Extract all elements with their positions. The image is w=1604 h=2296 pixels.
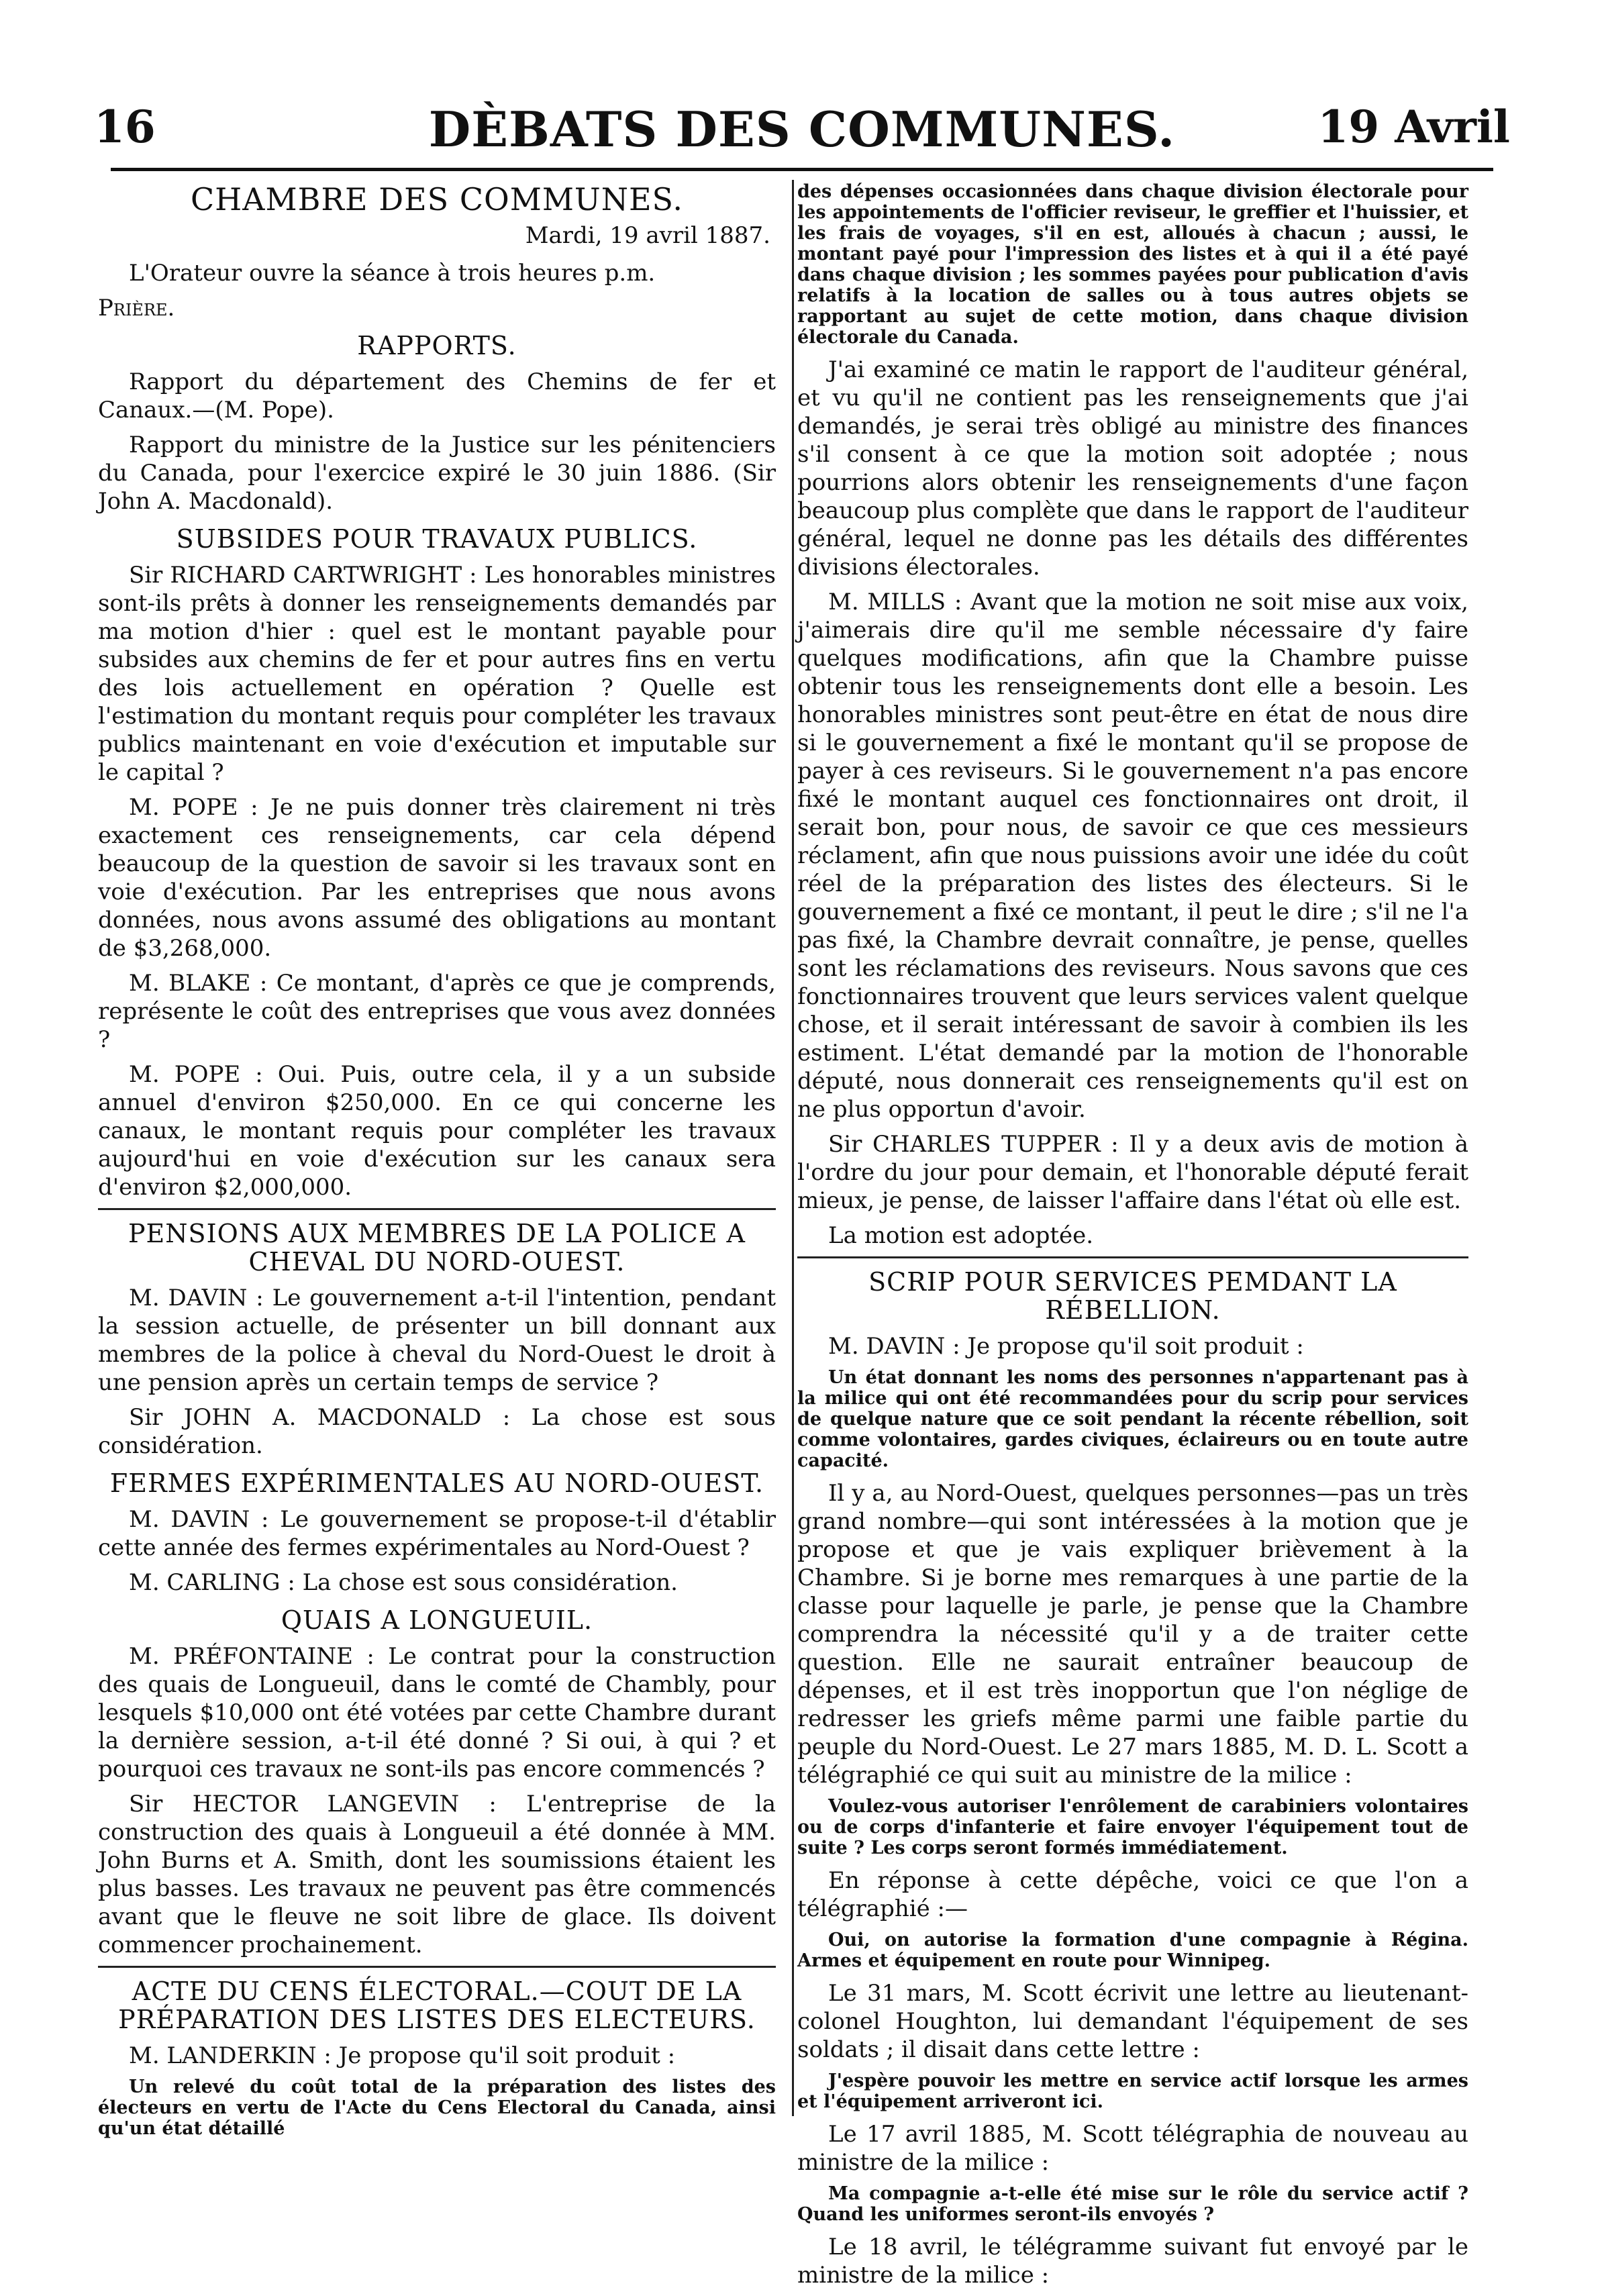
paragraph-cartwright: Sir RICHARD CARTWRIGHT : Les honorables ministres sont-ils prêts à donner les renseignements demandés par ma motion d'hier : quel est le montant payable pour subsides aux chemins de fer et pour autres fins en vertu des lois actuellement en opération ? Quelle est l'estimation du montant requis pour compléter les travaux publics maintenant en voie d'exécution et imputable sur le capital ? — [98, 562, 776, 786]
paragraph-langevin: Sir HECTOR LANGEVIN : L'entreprise de la construction des quais à Longueuil a été donnée à MM. John Burns et A. Smith, dont les soumissions étaient les plus basses. Les travaux ne peuvent pas être commencés avant que le fleuve ne soit libre de glace. Ils doivent commencer prochainement. — [98, 1791, 776, 1958]
paragraph-examine: J'ai examiné ce matin le rapport de l'auditeur général, et vu qu'il ne contient pas les renseignements que j'ai demandés, je serai très obligé au ministre des finances s'il consent à ce que la motion soit adoptée ; nous pourrions alors obtenir les renseignements d'une façon beaucoup plus complète que dans le rapport de l'auditeur général, lequel ne donne pas les détails des différentes divisions électorales. — [797, 356, 1468, 581]
motion-text-etat: Un état donnant les noms des personnes n'appartenant pas à la milice qui ont été recommandées pour du scrip pour services de quelque nature que ce soit pendant la récente rébellion, soit comme volontaires, gardes civiques, éclaireurs ou en toute autre capacité. — [797, 1367, 1468, 1471]
paragraph-reponse: En réponse à cette dépêche, voici ce que l'on a télégraphié :— — [797, 1867, 1468, 1922]
paragraph-davin-1: M. DAVIN : Le gouvernement a-t-il l'intention, pendant la session actuelle, de présenter un bill donnant aux membres de la police à cheval du Nord-Ouest le droit à une pension après un certain temps de service ? — [98, 1285, 776, 1396]
page-header — [94, 81, 1510, 174]
paragraph-blake: M. BLAKE : Ce montant, d'après ce que je comprends, représente le coût des entreprises que vous avez données ? — [98, 970, 776, 1053]
heading-scrip: SCRIP POUR SERVICES PEMDANT LA RÉBELLION. — [868, 1267, 1397, 1325]
heading-pensions: PENSIONS AUX MEMBRES DE LA POLICE A CHEVAL DU NORD-OUEST. — [128, 1219, 746, 1277]
telegram-voulez: Voulez-vous autoriser l'enrôlement de carabiniers volontaires ou de corps d'infanterie et faire envoyer l'équipement tout de suite ? Les corps seront formés immédiatement. — [797, 1796, 1468, 1858]
telegram-compagnie: Ma compagnie a-t-elle été mise sur le rôle du service actif ? Quand les uniformes seront-ils envoyés ? — [797, 2183, 1468, 2225]
motion-text-continued: des dépenses occasionnées dans chaque division électorale pour les appointements de l'officier reviseur, le greffier et l'huissier, et les frais de voyages, s'il en est, alloués à chacun ; aussi, le montant payé pour l'impression des listes et à qui il a été payé dans chaque division ; les sommes payées pour publication d'avis relatifs à la location de salles ou à tous autres objets se rapportant au sujet de cette motion, dans chaque division électorale du Canada. — [797, 181, 1468, 348]
section-rule — [98, 1966, 776, 1968]
heading-subsides: SUBSIDES POUR TRAVAUX PUBLICS. — [176, 524, 698, 554]
paragraph-davin-3: M. DAVIN : Je propose qu'il soit produit : — [828, 1333, 1304, 1360]
paragraph-priere: Prière. — [98, 295, 175, 321]
header-date: 19 Avril — [1317, 101, 1510, 153]
paragraph-tupper: Sir CHARLES TUPPER : Il y a deux avis de motion à l'ordre du jour pour demain, et l'honorable député ferait mieux, je pense, de laisser l'affaire dans l'état où elle est. — [797, 1131, 1468, 1214]
page-number: 16 — [94, 101, 156, 153]
paragraph-rapport-2: Rapport du ministre de la Justice sur les pénitenciers du Canada, pour l'exercice expiré le 30 juin 1886. (Sir John A. Macdonald). — [98, 432, 776, 515]
letter-espere: J'espère pouvoir les mettre en service actif lorsque les armes et l'équipement arriveront ici. — [797, 2070, 1468, 2112]
paragraph-17-avril: Le 17 avril 1885, M. Scott télégraphia de nouveau au ministre de la milice : — [797, 2121, 1468, 2176]
section-rule — [797, 1256, 1468, 1258]
heading-fermes: FERMES EXPÉRIMENTALES AU NORD-OUEST. — [109, 1468, 764, 1498]
left-column — [98, 181, 776, 2147]
paragraph-nord-ouest: Il y a, au Nord-Ouest, quelques personnes—pas un très grand nombre—qui sont intéressées à la motion que je propose et que je vais expliquer brièvement à la Chambre. Si je borne mes remarques à une partie de la classe pour laquelle je parle, je pense que la Chambre comprendra la nécessité qu'il y a de traiter cette question. Elle ne saurait entraîner beaucoup de dépenses, et il est très inopportun que l'on néglige de redresser les griefs même parmi une faible partie du peuple du Nord-Ouest. Le 27 mars 1885, M. D. L. Scott a télégraphié ce qui suit au ministre de la milice : — [797, 1480, 1468, 1789]
heading-acte-cens: ACTE DU CENS ÉLECTORAL.—COUT DE LA PRÉPARATION DES LISTES DES ELECTEURS. — [118, 1977, 756, 2034]
paragraph-prefontaine: M. PRÉFONTAINE : Le contrat pour la construction des quais de Longueuil, dans le comté de Chambly, pour lesquels $10,000 ont été votées par cette Chambre durant la dernière session, a-t-il été donné ? Si oui, à qui ? et pourquoi ces travaux ne sont-ils pas encore commencés ? — [98, 1643, 776, 1783]
motion-text-releve: Un relevé du coût total de la préparation des listes des électeurs en vertu de l'Acte du Cens Electoral du Canada, ainsi qu'un état détaillé — [98, 2077, 776, 2139]
paragraph-pope-1: M. POPE : Je ne puis donner très clairement ni très exactement ces renseignements, car cela dépend beaucoup de la question de savoir si les travaux sont en voie d'exécution. Par les entreprises que nous avons données, nous avons assumé des obligations au montant de $3,268,000. — [98, 794, 776, 962]
section-rule — [98, 1208, 776, 1210]
heading-rapports: RAPPORTS. — [357, 331, 517, 360]
paragraph-pope-2: M. POPE : Oui. Puis, outre cela, il y a un subside annuel d'environ $250,000. En ce qui concerne les canaux, le montant requis pour compléter les travaux aujourd'hui en voie d'exécution sur les canaux sera d'environ $2,000,000. — [98, 1061, 776, 1201]
session-date: Mardi, 19 avril 1887. — [525, 222, 770, 249]
paragraph-rapport-1: Rapport du département des Chemins de fer et Canaux.—(M. Pope). — [98, 368, 776, 423]
paragraph-macdonald: Sir JOHN A. MACDONALD : La chose est sous considération. — [98, 1404, 776, 1459]
paragraph-mills: M. MILLS : Avant que la motion ne soit mise aux voix, j'aimerais dire qu'il me semble nécessaire d'y faire quelques modifications, afin que la Chambre puisse obtenir tous les renseignements dont elle a besoin. Les honorables ministres sont peut-être en état de nous dire si le gouvernement a fixé le montant qu'il se propose de payer à ces reviseurs. Si le gouvernement n'a pas encore fixé le montant auquel ces fonctionnaires ont droit, il serait bon, pour nous, de savoir ce que ces messieurs réclament, afin que nous puissions avoir une idée du coût réel de la préparation des listes des électeurs. Si le gouvernement a fixé ce montant, il peut le dire ; s'il ne l'a pas fixé, la Chambre devrait connaître, je pense, quelles sont les réclamations des reviseurs. Nous savons que ces fonctionnaires trouvent que leurs services valent quelque chose, et il serait intéressant de savoir à combien ils les estiment. L'état demandé par la motion de l'honorable député, nous donnerait ces renseignements qu'il est on ne plus opportun d'avoir. — [797, 589, 1468, 1123]
telegram-oui: Oui, on autorise la formation d'une compagnie à Régina. Armes et équipement en route pour Winnipeg. — [797, 1930, 1468, 1971]
heading-chambre: CHAMBRE DES COMMUNES. — [190, 181, 684, 217]
header-rule — [111, 168, 1493, 171]
column-divider — [792, 180, 794, 2116]
right-column — [797, 181, 1468, 2296]
paragraph-davin-2: M. DAVIN : Le gouvernement se propose-t-il d'établir cette année des fermes expérimentales au Nord-Ouest ? — [98, 1506, 776, 1561]
heading-quais: QUAIS A LONGUEUIL. — [281, 1605, 593, 1635]
publication-title: DÈBATS DES COMMUNES. — [428, 101, 1176, 158]
paragraph-adoptee: La motion est adoptée. — [828, 1222, 1094, 1249]
paragraph-carling: M. CARLING : La chose est sous considération. — [129, 1569, 678, 1596]
paragraph-31-mars: Le 31 mars, M. Scott écrivit une lettre au lieutenant-colonel Houghton, lui demandant l'équipement de ses soldats ; il disait dans cette lettre : — [797, 1980, 1468, 2063]
paragraph-orateur: L'Orateur ouvre la séance à trois heures p.m. — [129, 260, 656, 287]
paragraph-18-avril: Le 18 avril, le télégramme suivant fut envoyé par le ministre de la milice : — [797, 2234, 1468, 2289]
paragraph-landerkin: M. LANDERKIN : Je propose qu'il soit produit : — [129, 2042, 676, 2069]
